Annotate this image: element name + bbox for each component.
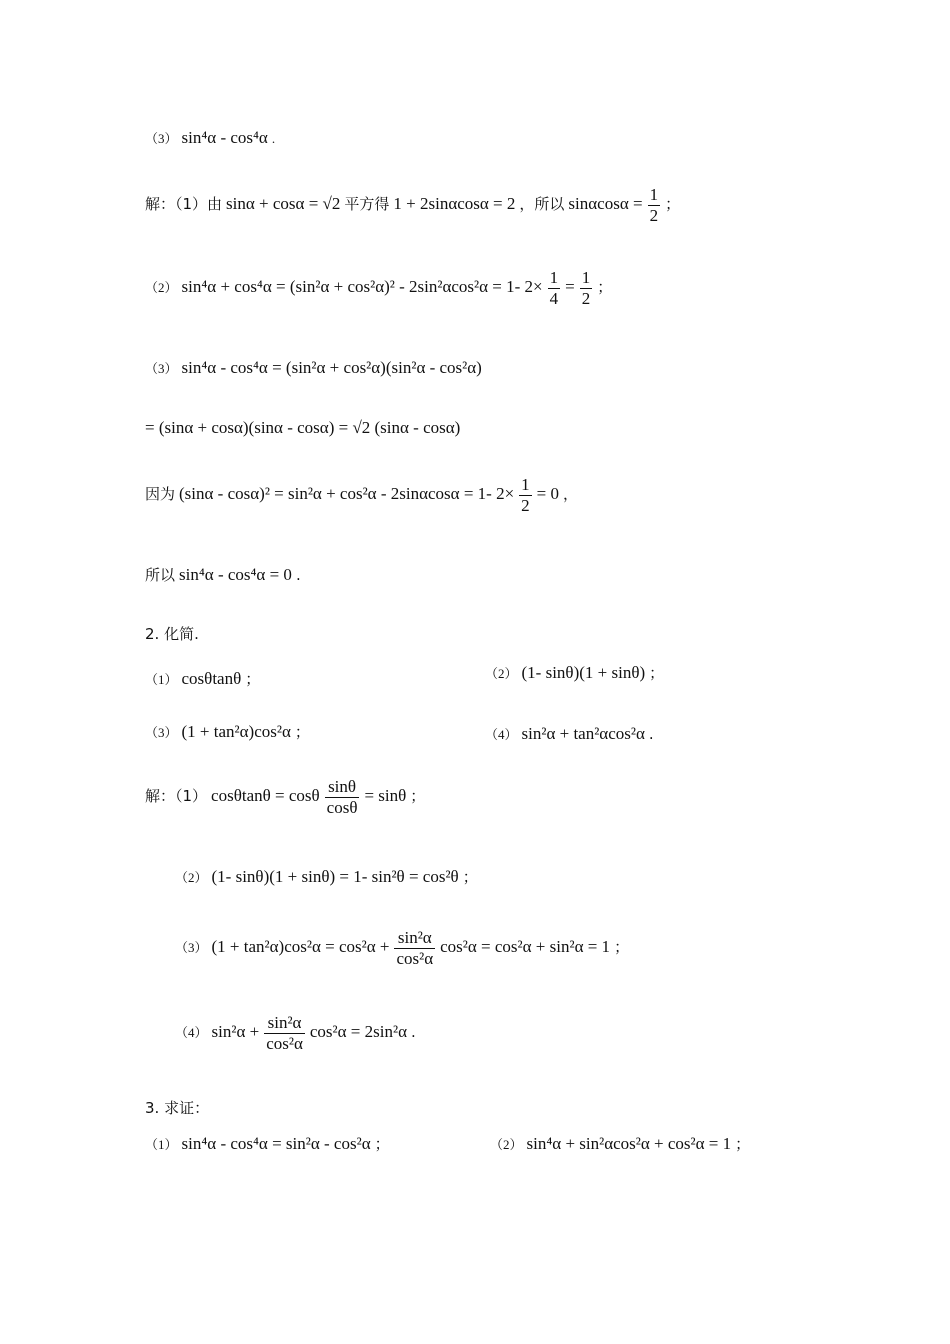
solution-2-part-3: （3） (1 + tan²α)cos²α = cos²α + $\frac{\text{sin²α}}{\text{cos²α}}$ cos²α = cos²α + sin²α = 1 ； [175, 928, 630, 968]
problem-3-part-2: （2） sin⁴α + sin²αcos²α + cos²α = 1 ； [490, 1134, 751, 1153]
fraction: $\frac{\sin\theta}{\cos\theta}$ [326, 777, 358, 817]
fraction: $\frac{1}{4}$ [549, 268, 559, 308]
solution-1-part-3-continued: = (sinα + cosα)(sinα - cosα) = √2 (sinα - cosα) [145, 418, 461, 437]
problem-3-title: 3. 求证： [145, 1099, 210, 1117]
problem-2-title: 2. 化简. [145, 625, 199, 643]
solution-2-part-4: （4） sin²α + $\frac{\text{sin²α}}{\text{cos²α}}$ cos²α = 2sin²α . [175, 1013, 416, 1053]
solution-1-part-3: （3） sin⁴α - cos⁴α = (sin²α + cos²α)(sin²α - cos²α) [145, 358, 482, 377]
problem-2-part-4: （4） sin²α + tan²αcos²α . [485, 724, 654, 743]
solution-1-part-2: （2） sin⁴α + cos⁴α = (sin²α + cos²α)² - 2sin²αcos²α = 1- 2× $\frac{1}{4}$ = $\frac{1}{2}$ ； [145, 268, 613, 308]
solution-2-part-2: （2） (1- sinθ)(1 + sinθ) = 1- sin²θ = cos²θ ； [175, 867, 478, 886]
fraction: $\frac{\text{sin²α}}{\text{cos²α}}$ [396, 928, 434, 968]
problem-2-part-3: （3） (1 + tan²α)cos²α ； [145, 722, 310, 741]
fraction: $\frac{1}{2}$ [581, 268, 591, 308]
solution-1-part-1: 解：（1）由 sinα + cosα = √2 平方得 1 + 2sinαcosα = 2 ，所以 sinαcosα = $\frac{1}{2}$ ； [145, 185, 681, 225]
problem-2-part-2: （2） (1- sinθ)(1 + sinθ) ； [485, 663, 665, 682]
problem-1-part-3: （3） sin⁴α - cos⁴α . [145, 128, 276, 147]
problem-2-part-1: （1） cosθtanθ ； [145, 669, 261, 688]
solution-1-therefore: 所以 sin⁴α - cos⁴α = 0 . [145, 565, 301, 584]
solution-1-because: 因为 (sinα - cosα)² = sin²α + cos²α - 2sinαcosα = 1- 2× $\frac{1}{2}$ = 0 ， [145, 475, 579, 515]
problem-3-part-1: （1） sin⁴α - cos⁴α = sin²α - cos²α ； [145, 1134, 390, 1153]
fraction: $\frac{1}{2}$ [521, 475, 530, 515]
solution-2-part-1: 解：（1） cosθtanθ = cosθ $\frac{\sin\theta}{\cos\theta}$ = sinθ ； [145, 777, 426, 817]
fraction: $\frac{1}{2}$ [649, 185, 659, 225]
fraction: $\frac{\text{sin²α}}{\text{cos²α}}$ [266, 1013, 303, 1053]
